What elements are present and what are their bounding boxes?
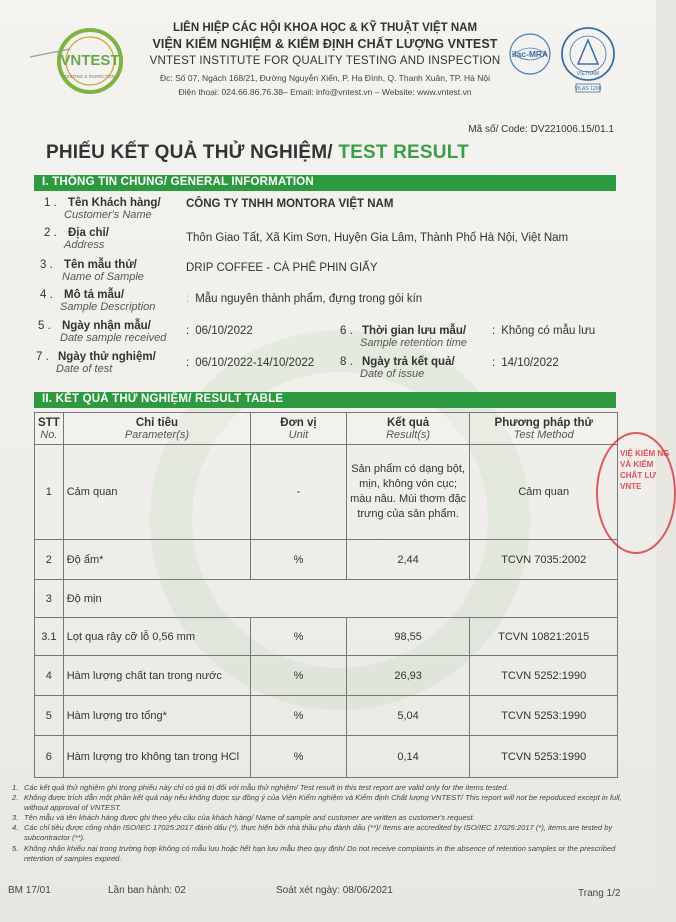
info-label-sample-desc <box>40 289 155 313</box>
info-en: Date sample received <box>60 332 167 344</box>
document-code: Mã số/ Code: DV221006.15/01.1 <box>468 124 614 135</box>
colon-separator: : <box>186 357 190 369</box>
cell-method: TCVN 5252:1990 <box>470 656 618 696</box>
issue-date-value-text: 14/10/2022 <box>501 357 559 369</box>
cell-unit: - <box>251 445 347 540</box>
info-en: Name of Sample <box>62 271 144 283</box>
cell-result: 2,44 <box>346 540 470 580</box>
info-num: 7 . <box>36 351 49 363</box>
logo-right-text: ilac-MRA <box>511 49 549 59</box>
page-title <box>46 142 469 164</box>
header-vi: STT <box>38 416 60 429</box>
info-label-test-date <box>36 351 156 375</box>
logo-left-text: VNTEST <box>60 52 120 69</box>
info-label-address <box>44 227 109 251</box>
cell-method: TCVN 5253:1990 <box>470 736 618 778</box>
cell-method: TCVN 10821:2015 <box>470 618 618 656</box>
issue-date-value <box>492 357 559 369</box>
header-en: Test Method <box>513 428 574 441</box>
footnote-text: Các kết quả thử nghiệm ghi trong phiếu này chỉ có giá trị đối với mẫu thử nghiệm/ Test result in this test report are valid only for the items tested. <box>24 783 509 792</box>
address-value-text: Thôn Giao Tất, Xã Kim Sơn, Huyện Gia Lâm, Thành Phố Hà Nội, Việt Nam <box>186 232 569 244</box>
footnote-item <box>12 813 626 823</box>
test-date-value-text: 06/10/2022-14/10/2022 <box>195 357 315 369</box>
info-vi: Tên mẫu thử/ <box>64 259 137 271</box>
cell-method: TCVN 5253:1990 <box>470 696 618 736</box>
info-en: Sample retention time <box>360 337 467 349</box>
cell-method: TCVN 7035:2002 <box>470 540 618 580</box>
cell-no: 2 <box>35 540 64 580</box>
table-row <box>35 696 618 736</box>
header-en: Parameter(s) <box>124 428 190 441</box>
info-label-retention <box>340 325 467 349</box>
info-num: 8 . <box>340 356 353 368</box>
footnote-num: 5. <box>12 843 19 853</box>
cell-param: Hàm lượng tro tổng* <box>63 696 250 736</box>
retention-value-text: Không có mẫu lưu <box>501 325 596 337</box>
header-result <box>346 413 470 445</box>
colon-separator: : <box>186 293 190 305</box>
cell-result: Sản phẩm có dạng bột, mịn, không vón cục; màu nâu. Mùi thơm đặc trưng của sản phẩm. <box>346 445 470 540</box>
cell-method: Cảm quan <box>470 445 618 540</box>
table-header-row <box>35 413 618 445</box>
cell-result: 98,55 <box>346 618 470 656</box>
cell-no: 5 <box>35 696 64 736</box>
stamp-text: VIỆ KIỂM NG VÀ KIỂM CHẤT LƯ VNTE <box>620 449 670 491</box>
header-vi: Kết quả <box>387 416 430 429</box>
customer-value-text: CÔNG TY TNHH MONTORA VIỆT NAM <box>186 198 394 210</box>
info-en: Customer's Name <box>64 209 152 221</box>
sample-name-value-text: DRIP COFFEE - CÀ PHÊ PHIN GIẤY <box>186 262 378 274</box>
info-vi: Tên Khách hàng/ <box>68 197 161 209</box>
official-stamp <box>596 432 676 554</box>
footnote-num: 3. <box>12 813 19 823</box>
footnote-item <box>12 844 626 864</box>
info-vi: Địa chỉ/ <box>68 227 109 239</box>
footnotes <box>12 783 626 864</box>
cell-no: 3 <box>35 580 64 618</box>
org-line3: VNTEST INSTITUTE FOR QUALITY TESTING AND INSPECTION <box>149 55 501 67</box>
cell-param: Hàm lượng tro không tan trong HCl <box>63 736 250 778</box>
footer-revision: Lần ban hành: 02 <box>108 885 186 896</box>
cell-param: Lọt qua rây cỡ lỗ 0,56 mm <box>63 618 250 656</box>
footnote-item <box>12 793 626 813</box>
colon-separator: : <box>492 357 496 369</box>
cell-unit: % <box>251 618 347 656</box>
date-received-value <box>186 325 253 337</box>
info-en: Address <box>64 239 105 251</box>
info-num: 3 . <box>40 259 53 271</box>
test-date-value <box>186 357 314 369</box>
info-num: 5 . <box>38 320 51 332</box>
footnote-num: 4. <box>12 823 19 833</box>
org-address: Đc: Số 07, Ngách 168/21, Đường Nguyễn Xiển, P. Hạ Đình, Q. Thanh Xuân, TP. Hà Nội <box>159 73 491 83</box>
header-vi: Chỉ tiêu <box>135 416 179 429</box>
result-table <box>34 412 618 778</box>
sample-desc-value <box>186 293 422 305</box>
info-vi: Ngày nhận mẫu/ <box>62 320 151 332</box>
section-general-info: I. THÔNG TIN CHUNG/ GENERAL INFORMATION <box>34 175 616 191</box>
footnote-text: Các chỉ tiêu được công nhận ISO/IEC 17025:2017 đánh dấu (*), thực hiện bởi nhà thầu phụ đánh dấu (**)/ Items are accredited by ISO/IEC 17025:2017 (*), items are tested by subcontractor (**). <box>24 823 613 843</box>
info-label-sample-name <box>40 259 144 283</box>
vntest-logo-icon <box>52 26 128 96</box>
header-unit <box>251 413 347 445</box>
sample-name-value <box>186 262 378 274</box>
footnote-text: Tên mẫu và tên khách hàng được ghi theo yêu cầu của khách hàng/ Name of sample and customer are written as customer's request. <box>24 813 475 823</box>
logo-left-sub: TESTING & INSPECTION <box>63 74 117 79</box>
organization-header <box>120 22 530 97</box>
table-row <box>35 540 618 580</box>
cell-param: Cảm quan <box>63 445 250 540</box>
title-en: TEST RESULT <box>338 142 469 163</box>
header-no <box>35 413 64 445</box>
info-en: Date of issue <box>360 368 425 380</box>
info-num: 4 . <box>40 289 53 301</box>
info-en: Date of test <box>56 363 113 375</box>
cell-unit: % <box>251 736 347 778</box>
sample-desc-value-text: Mẫu nguyên thành phẩm, đựng trong gói kín <box>195 293 423 305</box>
retention-value <box>492 325 595 337</box>
org-line1: LIÊN HIỆP CÁC HỘI KHOA HỌC & KỸ THUẬT VIỆT NAM <box>172 22 478 34</box>
info-label-date-received <box>38 320 166 344</box>
header-method <box>470 413 618 445</box>
cell-result: 5,04 <box>346 696 470 736</box>
cell-no: 4 <box>35 656 64 696</box>
cell-result: 0,14 <box>346 736 470 778</box>
info-en: Sample Description <box>60 301 156 313</box>
accreditation-logos-icon <box>506 24 618 98</box>
logo-right-sub: VIETNAM <box>576 71 600 77</box>
header-parameter <box>63 413 250 445</box>
footnote-text: Không được trích dẫn một phần kết quả này nếu không được sự đồng ý của Viện Kiểm nghiệm và Kiểm định Chất lượng VNTEST/ This report will not be repoduced except in full, without approval of VNTEST. <box>24 793 622 813</box>
cell-no: 6 <box>35 736 64 778</box>
info-num: 6 . <box>340 325 353 337</box>
info-vi: Ngày trả kết quả/ <box>362 356 455 368</box>
address-value <box>186 232 568 244</box>
footnote-text: Không nhận khiếu nại trong trường hợp không có mẫu lưu hoặc hết hạn lưu mẫu theo quy định/ Do not receive complaints in the absence of retention samples or the prescribed retention of samples expired. <box>24 843 616 863</box>
cell-unit: % <box>251 540 347 580</box>
header-en: Unit <box>288 428 309 441</box>
info-vi: Mô tả mẫu/ <box>64 289 125 301</box>
info-vi: Ngày thử nghiệm/ <box>58 351 156 363</box>
table-row <box>35 580 618 618</box>
cell-param: Độ mịn <box>63 580 617 618</box>
cell-no: 3.1 <box>35 618 64 656</box>
cell-param: Độ ẩm* <box>63 540 250 580</box>
footer-form-code: BM 17/01 <box>8 885 51 896</box>
footer-review-date: Soát xét ngày: 08/06/2021 <box>276 885 393 896</box>
footnote-num: 1. <box>12 783 19 792</box>
footnote-num: 2. <box>12 793 19 803</box>
table-row <box>35 618 618 656</box>
header-en: Result(s) <box>386 428 431 441</box>
org-line2: VIỆN KIỂM NGHIỆM & KIỂM ĐỊNH CHẤT LƯỢNG VNTEST <box>152 37 498 51</box>
date-received-value-text: 06/10/2022 <box>195 325 253 337</box>
info-vi: Thời gian lưu mẫu/ <box>362 325 467 337</box>
info-num: 2 . <box>44 227 57 239</box>
footnote-item <box>12 823 626 843</box>
cell-no: 1 <box>35 445 64 540</box>
header-vi: Đơn vị <box>280 416 317 429</box>
table-row <box>35 656 618 696</box>
title-vi: PHIẾU KẾT QUẢ THỬ NGHIỆM/ <box>46 142 339 163</box>
info-label-customer <box>44 197 161 221</box>
footer-page-number: Trang 1/2 <box>578 888 621 899</box>
table-row <box>35 445 618 540</box>
header-vi: Phương pháp thử <box>494 416 593 429</box>
colon-separator: : <box>186 325 190 337</box>
logo-swoosh-icon <box>30 48 70 58</box>
info-num: 1 . <box>44 197 57 209</box>
cell-unit: % <box>251 696 347 736</box>
org-contact: Điện thoại: 024.66.86.76.38– Email: info@vntest.vn – Website: www.vntest.vn <box>178 87 472 97</box>
cell-param: Hàm lượng chất tan trong nước <box>63 656 250 696</box>
footnote-item <box>12 783 626 793</box>
logo-right-code: VILAS 1200 <box>574 86 602 92</box>
table-row <box>35 736 618 778</box>
colon-separator: : <box>492 325 496 337</box>
cell-unit: % <box>251 656 347 696</box>
info-label-issue-date <box>340 356 455 380</box>
section-result-table: II. KẾT QUẢ THỬ NGHIỆM/ RESULT TABLE <box>34 392 616 408</box>
cell-result: 26,93 <box>346 656 470 696</box>
header-en: No. <box>40 428 58 441</box>
customer-value <box>186 198 393 210</box>
